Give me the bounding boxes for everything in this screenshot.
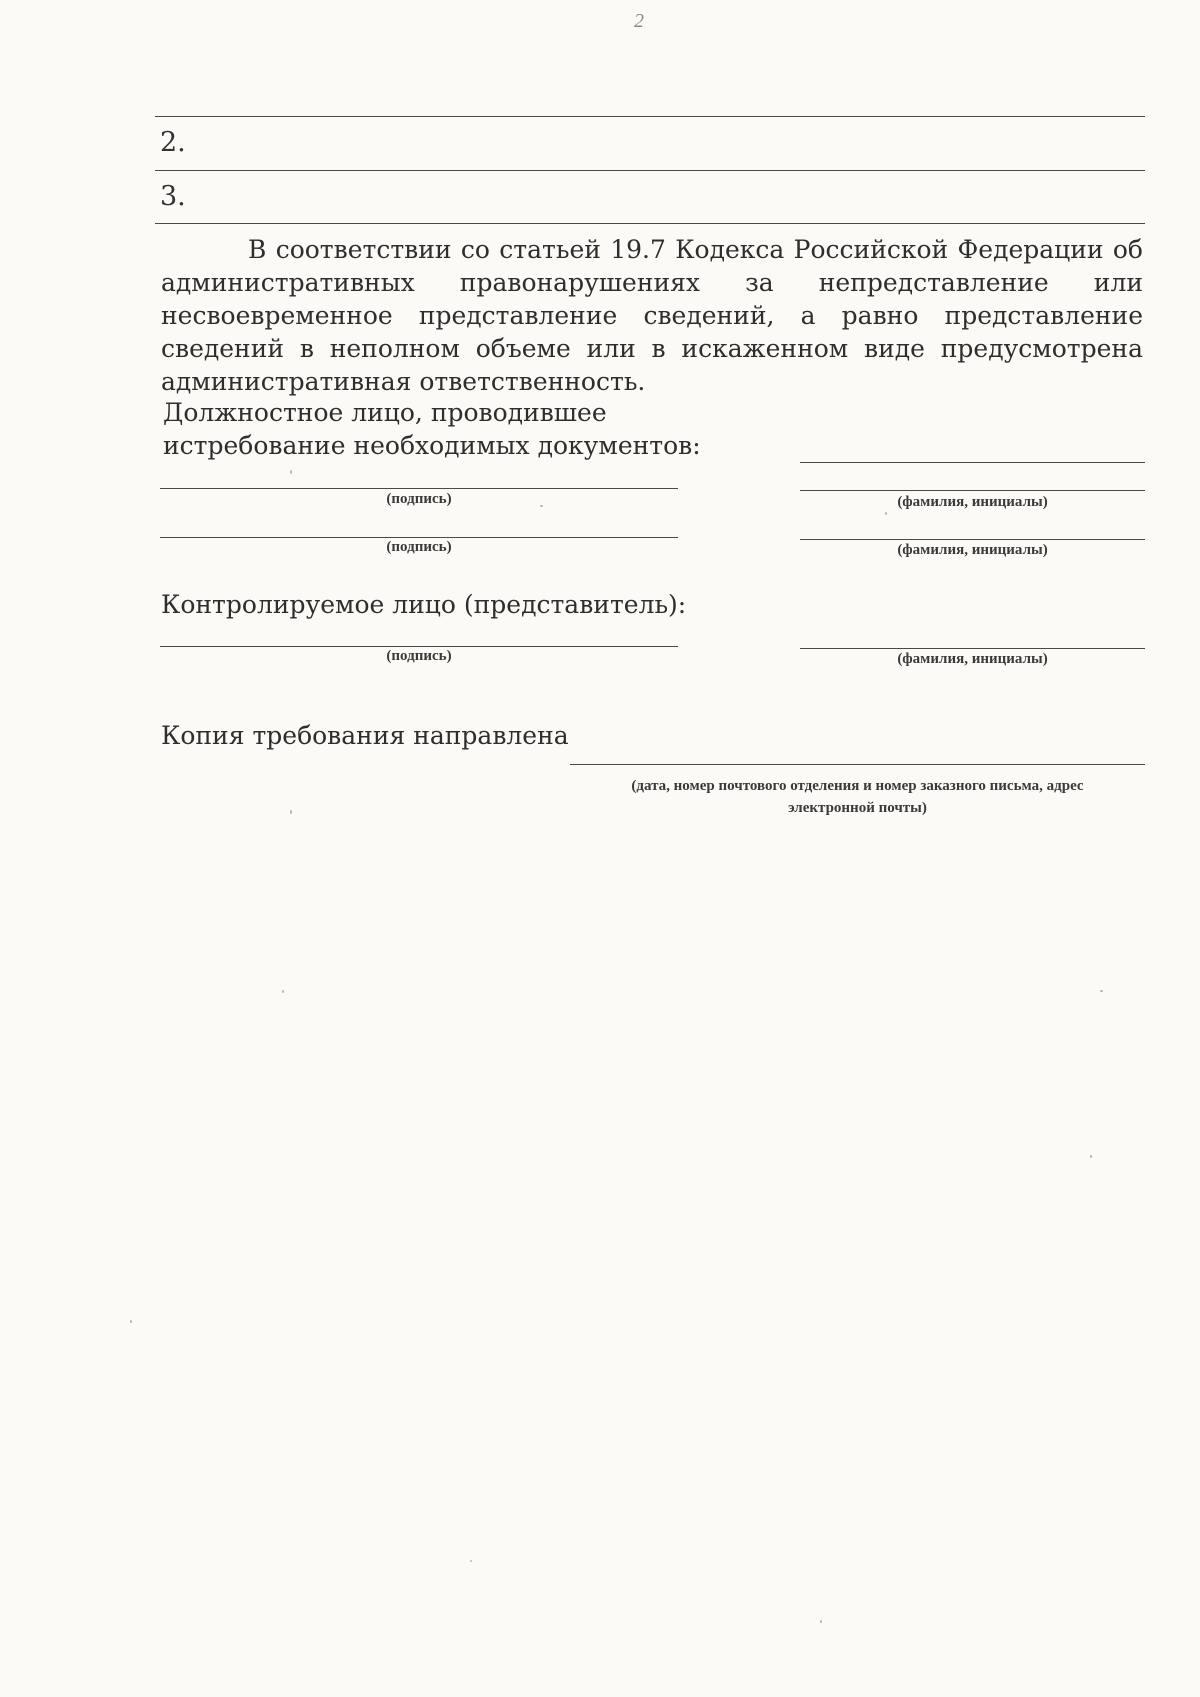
scan-speck bbox=[470, 1560, 472, 1562]
page-number: 2 bbox=[634, 10, 644, 32]
scan-speck bbox=[885, 512, 887, 515]
scan-speck bbox=[130, 1320, 132, 1323]
list-item-2-number: 2. bbox=[160, 127, 186, 158]
scan-speck bbox=[290, 810, 292, 814]
controlled-signature-caption: (подпись) bbox=[386, 648, 452, 664]
controlled-signature-line bbox=[160, 646, 678, 647]
official-name-line-top bbox=[800, 462, 1145, 463]
scan-speck bbox=[1090, 1155, 1092, 1158]
official-label-line-2: истребование необходимых документов: bbox=[163, 431, 701, 460]
official-signature-line-2 bbox=[160, 537, 678, 538]
list-line-3 bbox=[155, 223, 1145, 224]
scan-speck bbox=[820, 1620, 822, 1623]
list-line-2 bbox=[155, 170, 1145, 171]
controlled-name-caption: (фамилия, инициалы) bbox=[897, 651, 1048, 667]
official-signature-caption-1: (подпись) bbox=[386, 491, 452, 507]
official-signature-line-1 bbox=[160, 488, 678, 489]
official-name-line-2 bbox=[800, 539, 1145, 540]
list-line-1 bbox=[155, 116, 1145, 117]
official-signature-caption-2: (подпись) bbox=[386, 539, 452, 555]
scan-speck bbox=[1100, 990, 1103, 992]
scan-speck bbox=[290, 470, 292, 474]
controlled-name-line bbox=[800, 648, 1145, 649]
official-name-caption-1: (фамилия, инициалы) bbox=[897, 494, 1048, 510]
legal-notice-paragraph: В соответствии со статьей 19.7 Кодекса Российской Федерации об административных правонарушениях за непредставление или несвоевременное представление сведений, а равно представление сведений в неполном объеме или в искаженном виде предусмотрена административная ответственность. bbox=[161, 235, 1143, 396]
official-label-line-1: Должностное лицо, проводившее bbox=[163, 398, 607, 427]
copy-sent-caption: (дата, номер почтового отделения и номер заказного письма, адрес электронной почты) bbox=[631, 778, 1084, 816]
scan-speck bbox=[540, 505, 543, 507]
controlled-person-label: Контролируемое лицо (представитель): bbox=[161, 590, 687, 619]
copy-sent-label: Копия требования направлена bbox=[161, 721, 569, 750]
copy-sent-line bbox=[570, 764, 1145, 765]
scan-speck bbox=[282, 990, 284, 993]
list-item-3-number: 3. bbox=[160, 181, 186, 212]
official-name-line-1 bbox=[800, 490, 1145, 491]
official-name-caption-2: (фамилия, инициалы) bbox=[897, 542, 1048, 558]
